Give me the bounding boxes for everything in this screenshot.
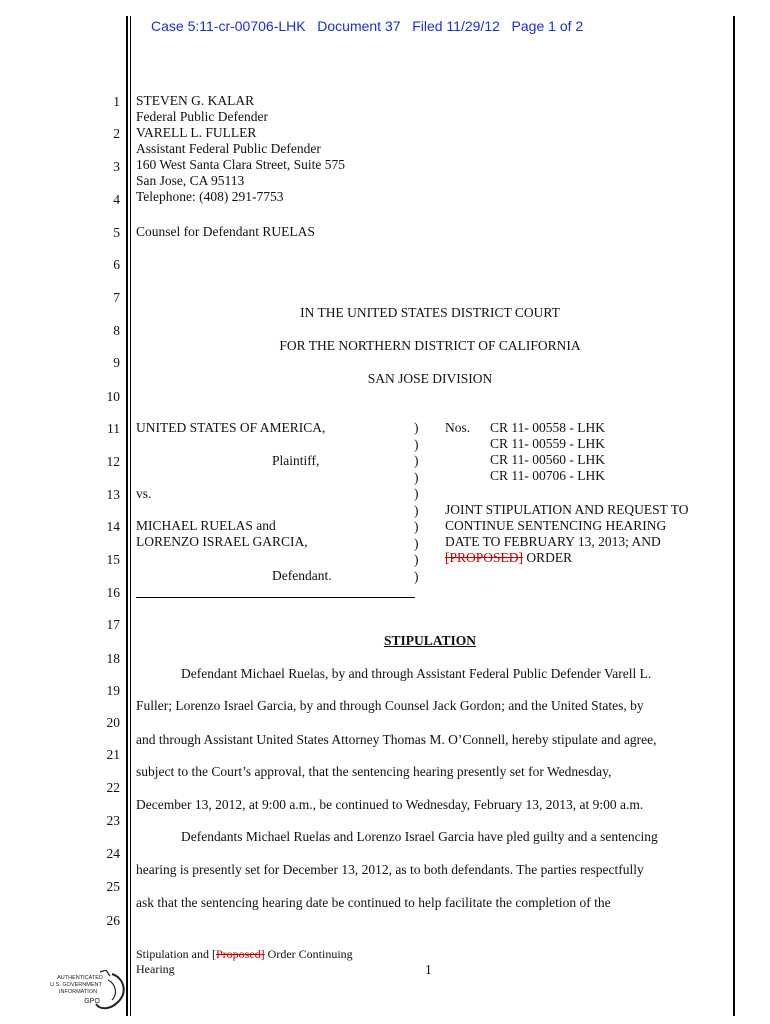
line-number: 18: [106, 651, 120, 666]
footer-title-line-2: Hearing: [136, 962, 175, 976]
paren: ): [414, 519, 419, 534]
line-number: 7: [113, 290, 120, 305]
paren: ): [414, 535, 419, 551]
case-number: CR 11- 00560 - LHK: [490, 452, 605, 467]
versus: vs.: [136, 486, 152, 501]
left-margin-rule-outer: [126, 16, 128, 1016]
svg-text:AUTHENTICATED: AUTHENTICATED: [57, 975, 103, 981]
line-number: 9: [113, 355, 120, 370]
body-line: hearing is presently set for December 13, 2012, as to both defendants. The parties respectfully: [136, 862, 644, 877]
line-number: 23: [106, 813, 120, 828]
left-margin-rule-inner: [130, 16, 132, 1016]
paren: ): [414, 469, 419, 485]
line-number: 13: [106, 487, 120, 502]
counsel-line: STEVEN G. KALAR: [136, 93, 255, 108]
body-line: Fuller; Lorenzo Israel Garcia, by and through Counsel Jack Gordon; and the United States, by: [136, 698, 644, 713]
line-number: 4: [113, 192, 120, 207]
footer-title-line: [136, 947, 353, 962]
plaintiff-name: UNITED STATES OF AMERICA,: [136, 420, 326, 435]
svg-text:GPO: GPO: [84, 998, 100, 1005]
gpo-authentication-seal: [40, 970, 130, 1015]
line-number: 26: [106, 913, 120, 928]
document-title: [445, 502, 689, 566]
svg-text:U.S. GOVERNMENT: U.S. GOVERNMENT: [50, 982, 102, 988]
court-division: SAN JOSE DIVISION: [367, 371, 493, 386]
paren: ): [414, 453, 419, 468]
line-number: 22: [106, 780, 120, 795]
case-number: CR 11- 00706 - LHK: [490, 468, 605, 483]
plaintiff-label: Plaintiff,: [272, 453, 320, 468]
line-number: 24: [106, 846, 120, 861]
document-title-line: JOINT STIPULATION AND REQUEST TO: [445, 502, 689, 517]
footer-title-pre: Stipulation and [: [136, 947, 216, 961]
body-line: subject to the Court’s approval, that the sentencing hearing presently set for Wednesday,: [136, 764, 612, 779]
line-number: 1: [113, 94, 120, 109]
court-name: IN THE UNITED STATES DISTRICT COURT: [300, 305, 560, 320]
line-number: 21: [106, 747, 120, 762]
paren: ): [414, 552, 419, 567]
document-title-line: [445, 550, 689, 566]
footer-struck-proposed: Proposed]: [216, 947, 265, 961]
court-district: FOR THE NORTHERN DISTRICT OF CALIFORNIA: [279, 338, 581, 353]
line-number: 17: [106, 617, 120, 632]
counsel-line: 160 West Santa Clara Street, Suite 575: [136, 157, 346, 172]
counsel-block: [136, 93, 345, 205]
paren: ): [414, 420, 419, 435]
line-number: 3: [113, 159, 120, 174]
body-line: Defendants Michael Ruelas and Lorenzo Israel Garcia have pled guilty and a sentencing: [181, 829, 658, 844]
paren: ): [414, 568, 419, 584]
paren: ): [414, 436, 419, 452]
case-banner: Case 5:11-cr-00706-LHK Document 37 Filed 11/29/12 Page 1 of 2: [151, 18, 584, 34]
body-line: ask that the sentencing hearing date be continued to help facilitate the completion of the: [136, 895, 611, 910]
right-margin-rule: [733, 16, 735, 1016]
line-number: 12: [106, 454, 120, 469]
stipulation-heading: STIPULATION: [383, 633, 477, 648]
case-number: CR 11- 00559 - LHK: [490, 436, 605, 451]
line-number: 10: [106, 389, 120, 404]
line-number: 6: [113, 257, 120, 272]
case-number: CR 11- 00558 - LHK: [490, 420, 605, 435]
nos-label: Nos.: [445, 420, 471, 435]
counsel-line: Telephone: (408) 291-7753: [136, 189, 284, 204]
line-number: 25: [106, 879, 120, 894]
counsel-role: Counsel for Defendant RUELAS: [136, 224, 315, 239]
counsel-line: Assistant Federal Public Defender: [136, 141, 321, 156]
body-line: Defendant Michael Ruelas, by and through Assistant Federal Public Defender Varell L.: [181, 666, 652, 681]
caption-paren-column: [414, 420, 419, 585]
document-title-line: DATE TO FEBRUARY 13, 2013; AND: [445, 534, 661, 549]
defendant-name-1: MICHAEL RUELAS and: [136, 518, 276, 533]
case-numbers: [490, 420, 605, 484]
line-number: 19: [106, 683, 120, 698]
line-number: 8: [113, 323, 120, 338]
counsel-line: VARELL L. FULLER: [136, 125, 257, 140]
line-number: 16: [106, 585, 120, 600]
defendant-name-2: LORENZO ISRAEL GARCIA,: [136, 534, 308, 549]
line-number: 15: [106, 552, 120, 567]
paren: ): [414, 502, 419, 518]
line-number: 14: [106, 519, 120, 534]
line-number: 11: [107, 421, 120, 436]
counsel-line: San Jose, CA 95113: [136, 173, 245, 188]
line-number: 20: [106, 715, 120, 730]
line-number: 5: [113, 225, 120, 240]
struck-proposed: [PROPOSED]: [445, 550, 524, 565]
title-order: ORDER: [523, 550, 573, 565]
paren: ): [414, 486, 419, 501]
defendant-label: Defendant.: [272, 568, 332, 583]
gpo-seal-graphic: [40, 970, 130, 1015]
line-number: 2: [113, 126, 120, 141]
counsel-line: Federal Public Defender: [136, 109, 268, 124]
body-line: and through Assistant United States Attorney Thomas M. O’Connell, hereby stipulate and agree,: [136, 732, 657, 747]
body-line: December 13, 2012, at 9:00 a.m., be continued to Wednesday, February 13, 2013, at 9:00 a.m.: [136, 797, 644, 812]
caption-underline: [136, 597, 415, 598]
footer-title: [136, 947, 353, 977]
page-number: 1: [425, 962, 432, 977]
footer-title-post: Order Continuing: [264, 947, 353, 961]
document-title-line: CONTINUE SENTENCING HEARING: [445, 518, 667, 533]
svg-text:INFORMATION: INFORMATION: [58, 989, 98, 995]
